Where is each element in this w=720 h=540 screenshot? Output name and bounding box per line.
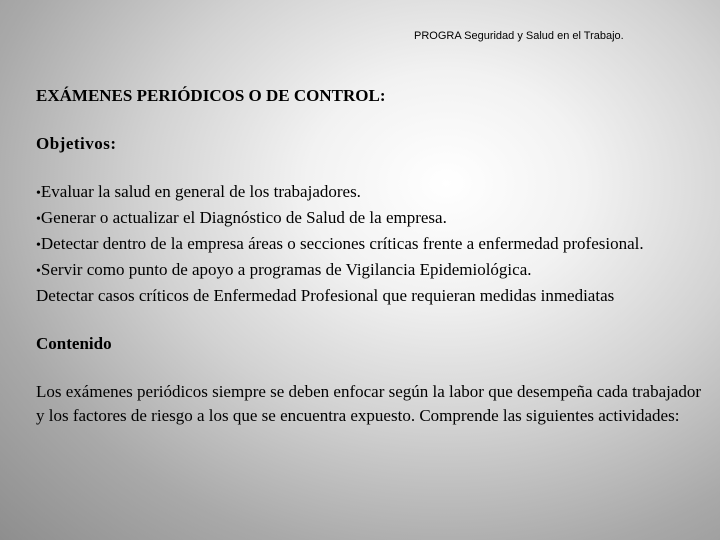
bullet-icon: •	[36, 238, 41, 253]
bullet-icon: •	[36, 186, 41, 201]
objetivo-text-4: Servir como punto de apoyo a programas de Vigilancia Epidemiológica.	[40, 260, 532, 279]
objetivo-text-2: Generar o actualizar el Diagnóstico de Salud de la empresa.	[40, 208, 447, 227]
objetivo-item-1	[36, 180, 708, 206]
objetivo-item-2	[36, 206, 708, 232]
slide-content	[36, 84, 708, 428]
objetivos-heading: Objetivos:	[36, 134, 117, 153]
objetivo-text-1: Evaluar la salud en general de los trabajadores.	[40, 182, 361, 201]
contenido-paragraph: Los exámenes periódicos siempre se deben enfocar según la labor que desempeña cada trabajador y los factores de riesgo a los que se encuentra expuesto. Comprende las siguientes actividades:	[36, 382, 702, 425]
contenido-heading: Contenido	[36, 334, 112, 353]
objetivo-text-5: Detectar casos críticos de Enfermedad Profesional que requieran medidas inmediatas	[36, 286, 615, 305]
header-text: PROGRA Seguridad y Salud en el Trabajo.	[414, 30, 624, 42]
objetivo-item-5	[36, 284, 708, 308]
objetivo-item-3	[36, 232, 708, 258]
objetivo-item-4	[36, 258, 708, 284]
slide-title: EXÁMENES PERIÓDICOS O DE CONTROL:	[36, 86, 386, 105]
objetivo-text-3: Detectar dentro de la empresa áreas o secciones críticas frente a enfermedad profesional.	[40, 234, 644, 253]
objetivos-list	[36, 180, 708, 308]
bullet-icon: •	[36, 212, 41, 227]
bullet-icon: •	[36, 264, 41, 279]
